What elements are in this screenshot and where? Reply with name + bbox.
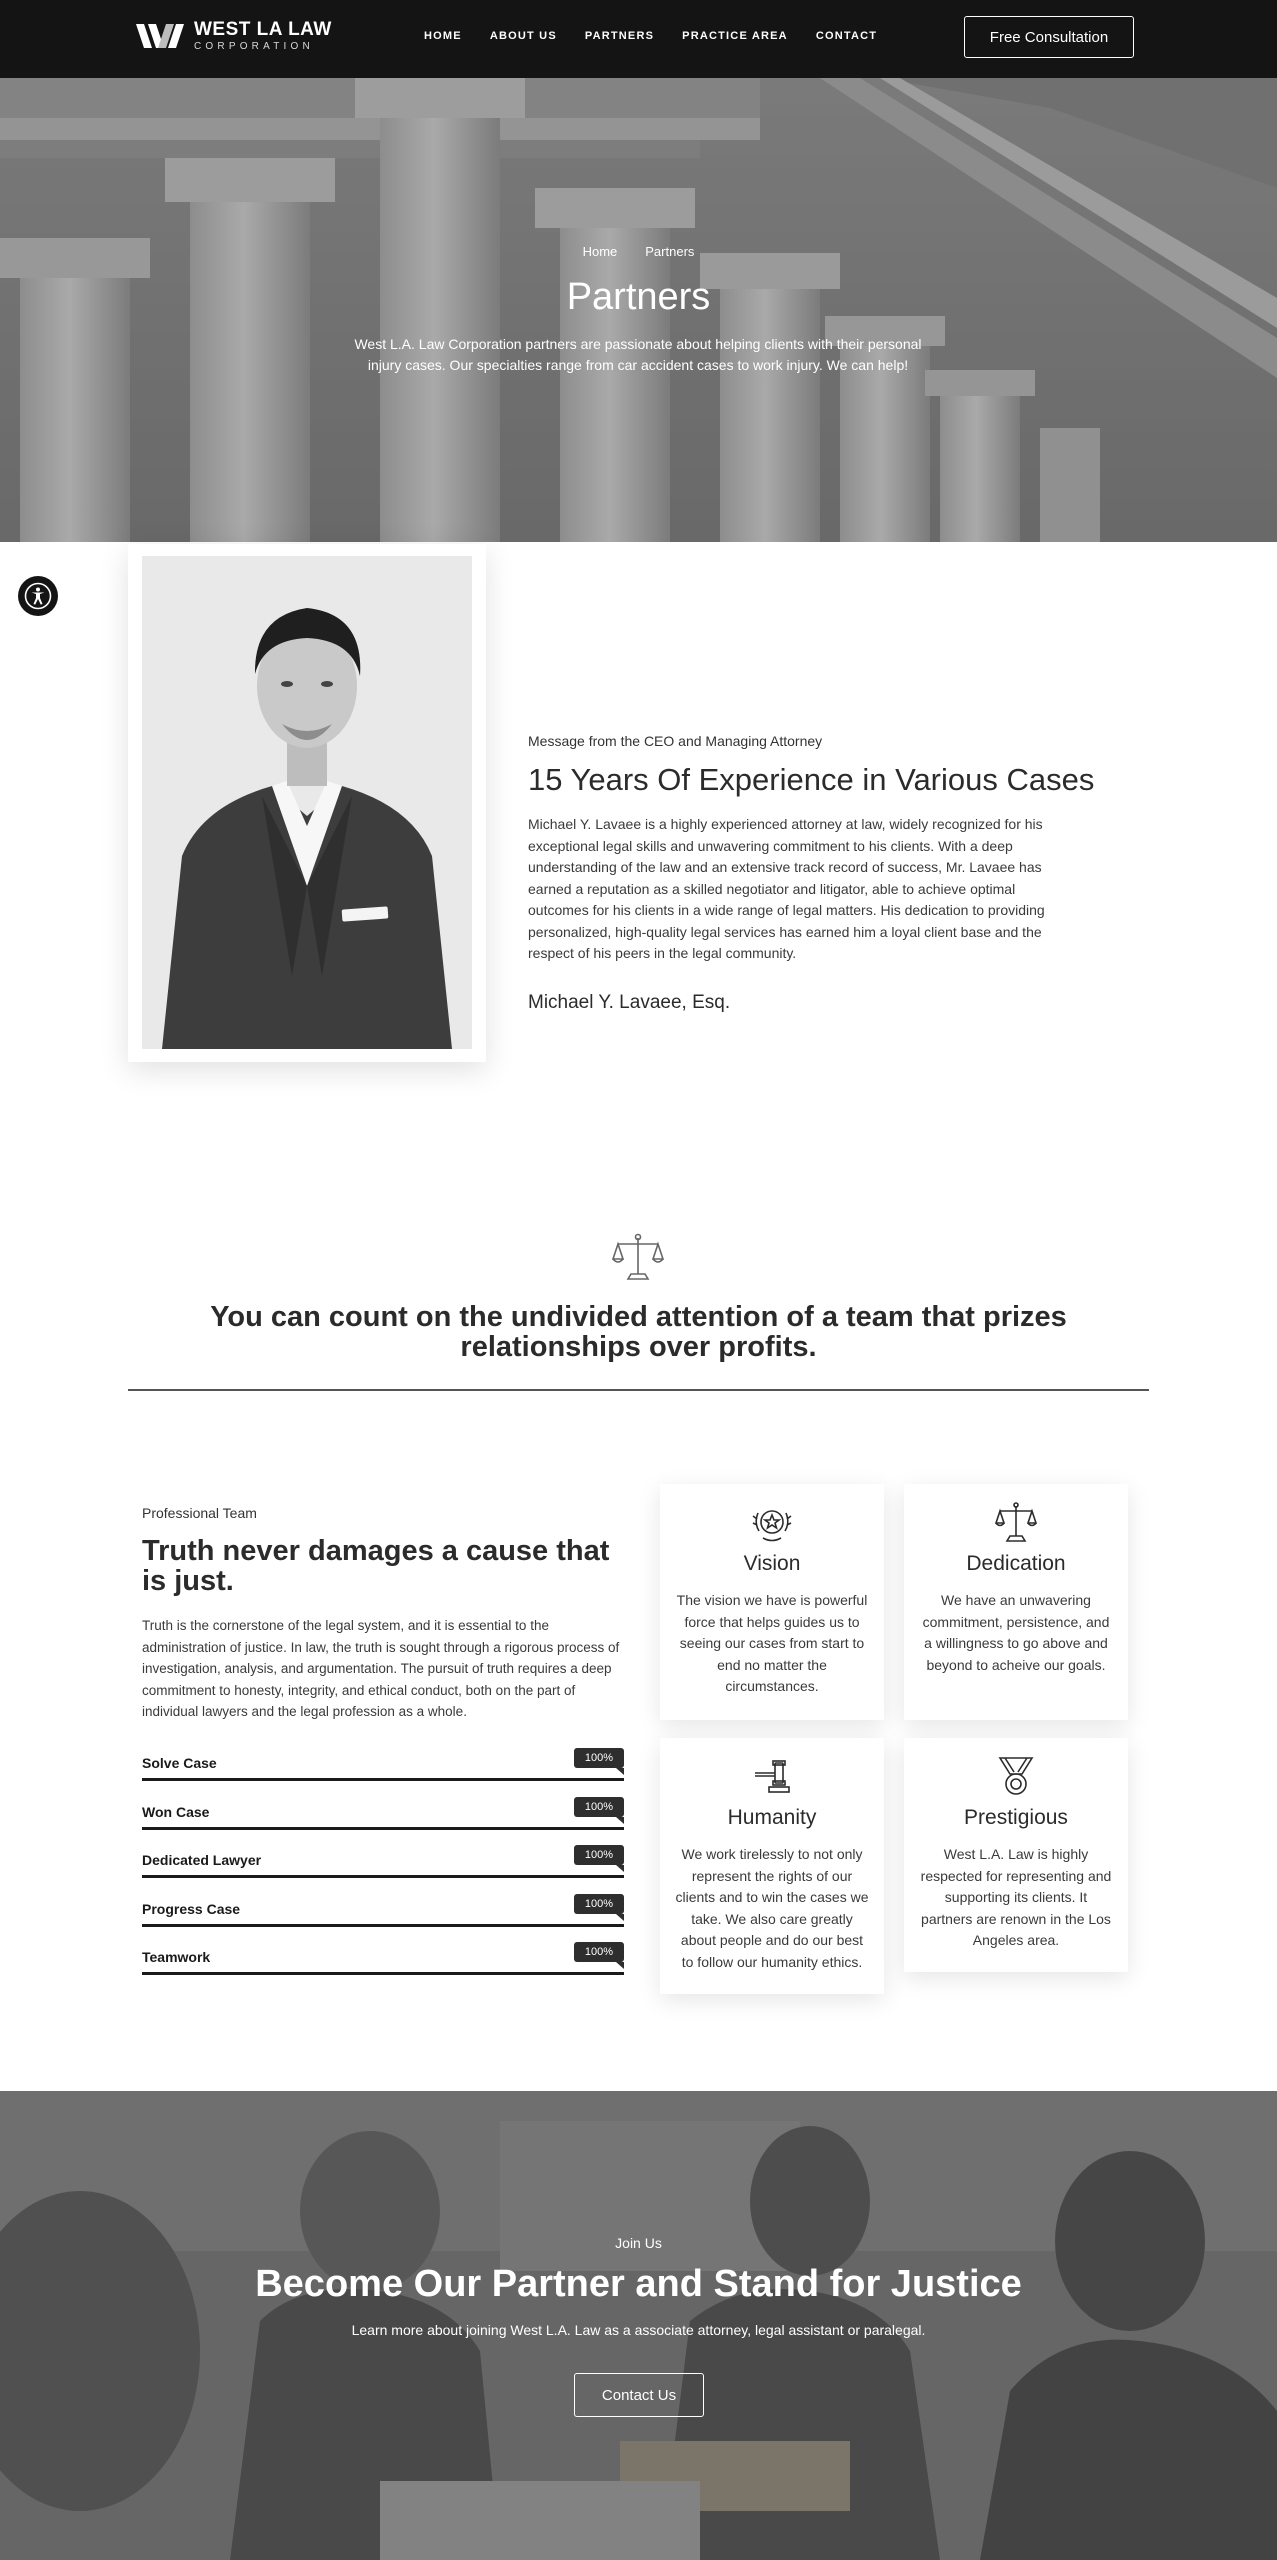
team-eyebrow: Professional Team [142,1505,257,1521]
nav-partners[interactable]: PARTNERS [584,30,655,42]
section-divider [128,1389,1149,1391]
accessibility-button[interactable] [18,576,58,616]
ceo-photo-card [128,544,486,1062]
card-title: Humanity [727,1806,817,1829]
join-eyebrow: Join Us [615,2235,662,2251]
nav-practice-area[interactable]: PRACTICE AREA [682,30,788,42]
card-title: Dedication [966,1552,1066,1575]
card-humanity [660,1738,884,1994]
skill-solve-case [142,1748,624,1797]
laurel-star-icon [750,1500,794,1544]
site-header [0,0,1277,78]
skill-percent-badge: 100% [574,1797,624,1817]
join-subtitle: Learn more about joining West L.A. Law as a associate attorney, legal assistant or paralegal. [351,2322,926,2338]
card-title: Prestigious [964,1806,1068,1829]
skill-track [142,1778,624,1781]
join-us-section [0,2091,1277,2560]
card-text: West L.A. Law is highly respected for representing and supporting its clients. It partners are renown in the Los Angeles area. [920,1846,1112,1948]
nav-about-us[interactable]: ABOUT US [489,30,557,42]
free-consultation-button[interactable]: Free Consultation [964,16,1134,58]
skill-percent-badge: 100% [574,1894,624,1914]
card-dedication [904,1484,1128,1720]
medal-icon [994,1754,1038,1798]
card-vision [660,1484,884,1720]
skill-percent-badge: 100% [574,1748,624,1768]
breadcrumb-home[interactable]: Home [582,244,618,259]
skill-progress-bar [142,1875,624,1878]
team-description: Truth is the cornerstone of the legal system, and it is essential to the administration of justice. In law, the truth is sought through a rigorous process of investigation, analysis, and argumentation. The pursuit of truth requires a deep commitment to honesty, integrity, and ethical conduct, both on the part of individual lawyers and the legal profession as a whole. [142,1618,620,1719]
main-nav [424,30,905,42]
skill-label: Progress Case [142,1900,241,1917]
skill-percent-badge: 100% [574,1942,624,1962]
team-heading: Truth never damages a cause that is just. [142,1535,610,1597]
count-on-heading: You can count on the undivided attention of a team that prizes relationships over profits. [210,1301,1067,1363]
logo-mark-icon [136,22,186,50]
skill-progress-bar [142,1924,624,1927]
skill-teamwork [142,1942,624,1991]
gavel-icon [750,1754,794,1798]
skill-dedicated-lawyer [142,1845,624,1894]
skill-label: Won Case [142,1803,210,1820]
hero-banner [0,78,1277,542]
card-prestigious [904,1738,1128,1972]
skill-track [142,1875,624,1878]
skill-label: Teamwork [142,1949,211,1965]
skill-label: Dedicated Lawyer [142,1852,262,1868]
ceo-signature: Michael Y. Lavaee, Esq. [528,992,731,1013]
logo[interactable] [136,20,332,52]
card-text: We have an unwavering commitment, persistence, and a willingness to go above and beyond to acheive our goals. [922,1592,1110,1673]
ceo-message: Michael Y. Lavaee is a highly experienced attorney at law, widely recognized for his exceptional legal skills and unwavering commitment to his clients. With a deep understanding of the law and an extensive track record of success, Mr. Lavaee has earned a reputation as a skilled negotiator and litigator, able to achieve optimal outcomes for his clients in a wide range of legal matters. His dedication to providing personalized, high-quality legal services has earned him a loyal client base and the respect of his peers in the legal community. [528,816,1045,961]
skill-progress-bar [142,1778,624,1781]
skill-track [142,1827,624,1830]
ceo-eyebrow: Message from the CEO and Managing Attorney [528,733,823,749]
accessibility-icon [24,582,52,610]
breadcrumb-current: Partners [645,244,695,259]
skill-bars [142,1748,624,1991]
logo-name: WEST LA LAW [194,19,332,40]
contact-us-button[interactable]: Contact Us [574,2373,704,2417]
skill-track [142,1924,624,1927]
card-text: The vision we have is powerful force that helps guides us to seeing our cases from start to end no matter the circumstances. [676,1592,868,1694]
ceo-heading: 15 Years Of Experience in Various Cases [528,762,1095,797]
values-cards [660,1484,1124,1994]
skill-progress-bar [142,1972,624,1975]
nav-contact[interactable]: CONTACT [815,30,878,42]
join-heading: Become Our Partner and Stand for Justice [255,2263,1022,2305]
breadcrumb [0,244,1277,259]
skill-label: Solve Case [142,1755,217,1771]
card-text: We work tirelessly to not only represent the rights of our clients and to win the cases we take. We also care greatly about people and do our best to follow our humanity ethics. [675,1846,869,1970]
skill-progress-bar [142,1827,624,1830]
skill-progress-case [142,1894,624,1943]
scales-icon [612,1232,664,1287]
page-title: Partners [566,276,711,318]
skill-percent-badge: 100% [574,1845,624,1865]
ceo-portrait-image [142,556,472,1049]
nav-home[interactable]: HOME [424,30,462,42]
skill-won-case [142,1797,624,1846]
hero-subtitle: West L.A. Law Corporation partners are passionate about helping clients with their personal injury cases. Our specialties range from car accident cases to work injury. We can help! [354,336,922,373]
logo-subname: CORPORATION [194,41,314,52]
card-title: Vision [743,1552,801,1575]
scales-icon [994,1500,1038,1544]
skill-track [142,1972,624,1975]
